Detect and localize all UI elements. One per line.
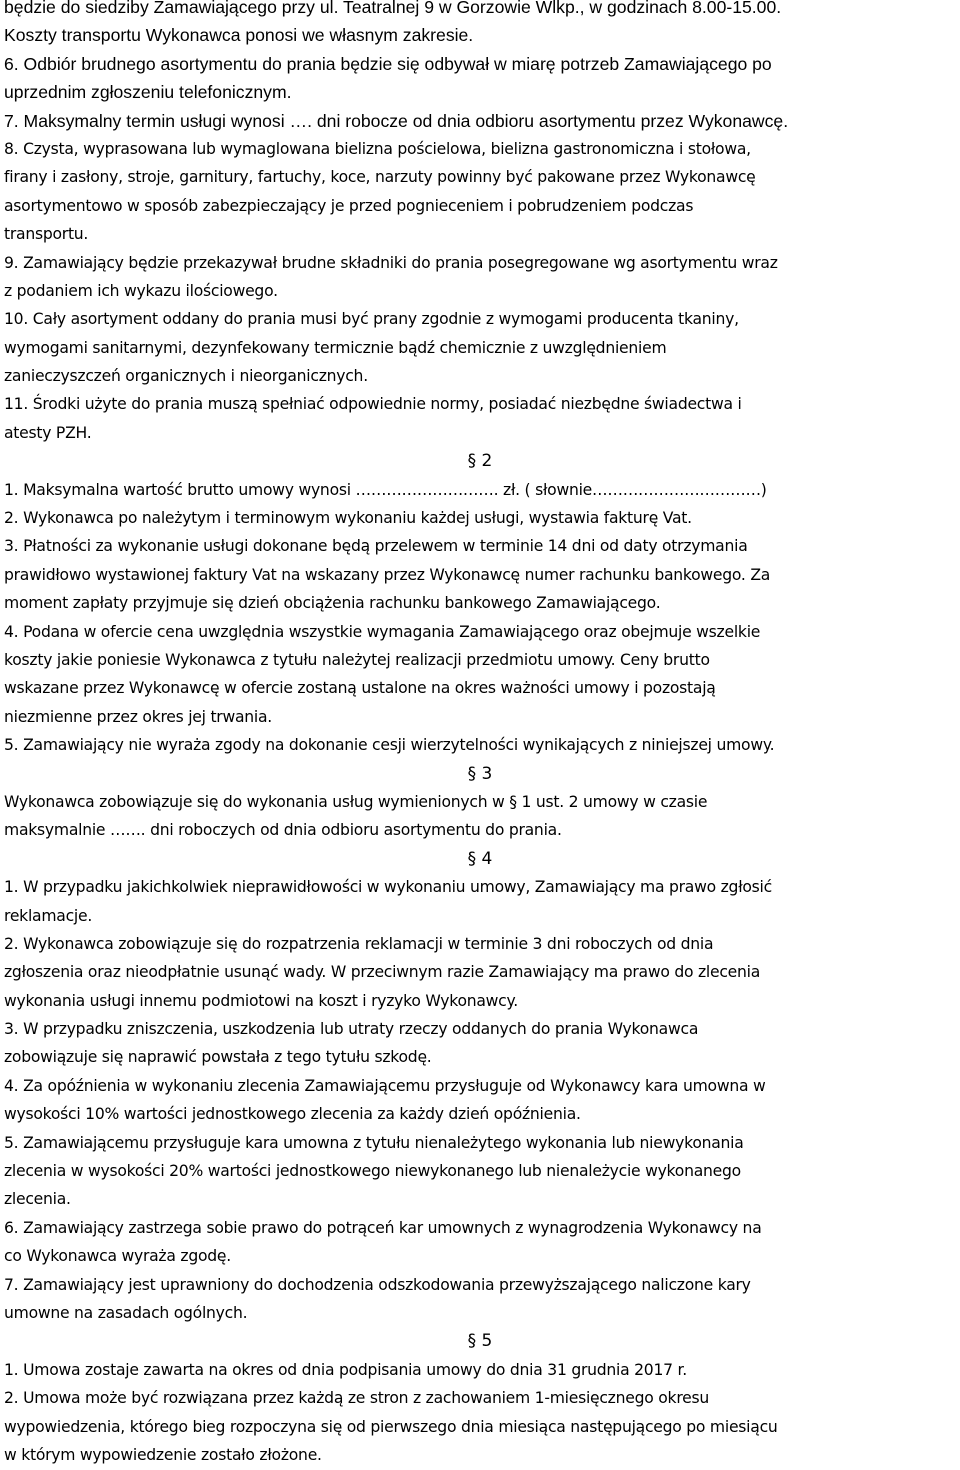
text-line: w którym wypowiedzenie zostało złożone.: [4, 1445, 322, 1464]
text-line: moment zapłaty przyjmuje się dzień obciążenia rachunku bankowego Zamawiającego.: [4, 594, 661, 613]
text-line: wysokości 10% wartości jednostkowego zlecenia za każdy dzień opóźnienia.: [4, 1105, 581, 1124]
clauses-8-11: [4, 135, 956, 447]
text-line: 4. Za opóźnienia w wykonaniu zlecenia Zamawiającemu przysługuje od Wykonawcy kara umowna w: [4, 1076, 766, 1095]
text-line: koszty jakie poniesie Wykonawca z tytułu należytej realizacji przedmiotu umowy. Ceny brutto: [4, 650, 710, 669]
text-line: co Wykonawca wyraża zgodę.: [4, 1247, 231, 1266]
text-line: 7. Zamawiający jest uprawniony do dochodzenia odszkodowania przewyższającego naliczone kary: [4, 1275, 751, 1294]
text-line: zanieczyszczeń organicznych i nieorganicznych.: [4, 367, 368, 386]
text-line: 1. Maksymalna wartość brutto umowy wynosi ………………………. zł. ( słownie……………………………): [4, 480, 767, 499]
text-line: 3. Płatności za wykonanie usługi dokonane będą przelewem w terminie 14 dni od daty otrzymania: [4, 537, 748, 556]
text-line: 4. Podana w ofercie cena uwzględnia wszystkie wymagania Zamawiającego oraz obejmuje wszelkie: [4, 622, 761, 641]
text-line: asortymentowo w sposób zabezpieczający je przed pognieceniem i pobrudzeniem podczas: [4, 196, 694, 215]
text-line: zgłoszenia oraz nieodpłatnie usunąć wady. W przeciwnym razie Zamawiający ma prawo do zlecenia: [4, 963, 761, 982]
text-line: 11. Środki użyte do prania muszą spełniać odpowiednie normy, posiadać niezbędne świadectwa i: [4, 395, 742, 414]
text-line: 2. Wykonawca zobowiązuje się do rozpatrzenia reklamacji w terminie 3 dni roboczych od dnia: [4, 934, 714, 953]
text-line: niezmienne przez okres jej trwania.: [4, 707, 273, 726]
text-line: wskazane przez Wykonawcę w ofercie zostaną ustalone na okres ważności umowy i pozostają: [4, 679, 716, 698]
text-line: będzie do siedziby Zamawiającego przy ul. Teatralnej 9 w Gorzowie Wlkp., w godzinach 8.00-15.00.: [4, 0, 782, 17]
text-line: 6. Zamawiający zastrzega sobie prawo do potrąceń kar umownych z wynagrodzenia Wykonawcy na: [4, 1218, 762, 1237]
text-line: Wykonawca zobowiązuje się do wykonania usług wymienionych w § 1 ust. 2 umowy w czasie: [4, 792, 708, 811]
text-line: 5. Zamawiający nie wyraża zgody na dokonanie cesji wierzytelności wynikających z niniejszej umowy.: [4, 736, 775, 755]
intro-paragraphs: [4, 0, 956, 135]
text-line: wypowiedzenia, którego bieg rozpoczyna się od pierwszego dnia miesiąca następującego po miesiącu: [4, 1417, 778, 1436]
section-heading: § 4: [467, 848, 493, 869]
text-line: 8. Czysta, wyprasowana lub wymaglowana bielizna pościelowa, bielizna gastronomiczna i stołowa,: [4, 139, 751, 158]
text-line: 2. Umowa może być rozwiązana przez każdą ze stron z zachowaniem 1-miesięcznego okresu: [4, 1389, 709, 1408]
text-line: 6. Odbiór brudnego asortymentu do prania będzie się odbywał w miarę potrzeb Zamawiającego po: [4, 53, 772, 74]
text-line: 9. Zamawiający będzie przekazywał brudne składniki do prania posegregowane wg asortymentu wraz: [4, 253, 778, 272]
text-line: uprzednim zgłoszeniu telefonicznym.: [4, 82, 292, 103]
text-line: 5. Zamawiającemu przysługuje kara umowna z tytułu nienależytego wykonania lub niewykonania: [4, 1133, 744, 1152]
section-4: [4, 845, 956, 1328]
text-line: zlecenia w wysokości 20% wartości jednostkowego niewykonanego lub nienależycie wykonanego: [4, 1162, 741, 1181]
section-5: [4, 1327, 956, 1469]
text-line: reklamacje.: [4, 906, 93, 925]
text-line: 7. Maksymalny termin usługi wynosi …. dni robocze od dnia odbioru asortymentu przez Wykonawcę.: [4, 110, 789, 131]
text-line: wykonania usługi innemu podmiotowi na koszt i ryzyko Wykonawcy.: [4, 991, 518, 1010]
text-line: maksymalnie ……. dni roboczych od dnia odbioru asortymentu do prania.: [4, 821, 562, 840]
text-line: 10. Cały asortyment oddany do prania musi być prany zgodnie z wymogami producenta tkaniny,: [4, 310, 739, 329]
text-line: Koszty transportu Wykonawca ponosi we własnym zakresie.: [4, 25, 474, 46]
section-heading: § 3: [467, 763, 493, 784]
section-heading: § 2: [467, 451, 493, 472]
text-line: firany i zasłony, stroje, garnitury, fartuchy, koce, narzuty powinny być pakowane przez Wykonawcę: [4, 168, 756, 187]
text-line: atesty PZH.: [4, 423, 92, 442]
text-line: transportu.: [4, 225, 89, 244]
section-3: [4, 760, 956, 845]
text-line: zlecenia.: [4, 1190, 71, 1209]
text-line: 2. Wykonawca po należytym i terminowym wykonaniu każdej usługi, wystawia fakturę Vat.: [4, 509, 692, 528]
text-line: prawidłowo wystawionej faktury Vat na wskazany przez Wykonawcę numer rachunku bankowego. Za: [4, 565, 771, 584]
text-line: zobowiązuje się naprawić powstała z tego tytułu szkodę.: [4, 1048, 432, 1067]
text-line: 3. W przypadku zniszczenia, uszkodzenia lub utraty rzeczy oddanych do prania Wykonawca: [4, 1020, 699, 1039]
text-line: 1. W przypadku jakichkolwiek nieprawidłowości w wykonaniu umowy, Zamawiający ma prawo zgłosić: [4, 878, 772, 897]
text-line: umowne na zasadach ogólnych.: [4, 1303, 248, 1322]
text-line: 1. Umowa zostaje zawarta na okres od dnia podpisania umowy do dnia 31 grudnia 2017 r.: [4, 1360, 687, 1379]
section-2: [4, 447, 956, 759]
text-line: wymogami sanitarnymi, dezynfekowany termicznie bądź chemicznie z uwzględnieniem: [4, 338, 667, 357]
text-line: z podaniem ich wykazu ilościowego.: [4, 281, 278, 300]
section-heading: § 5: [467, 1331, 493, 1352]
